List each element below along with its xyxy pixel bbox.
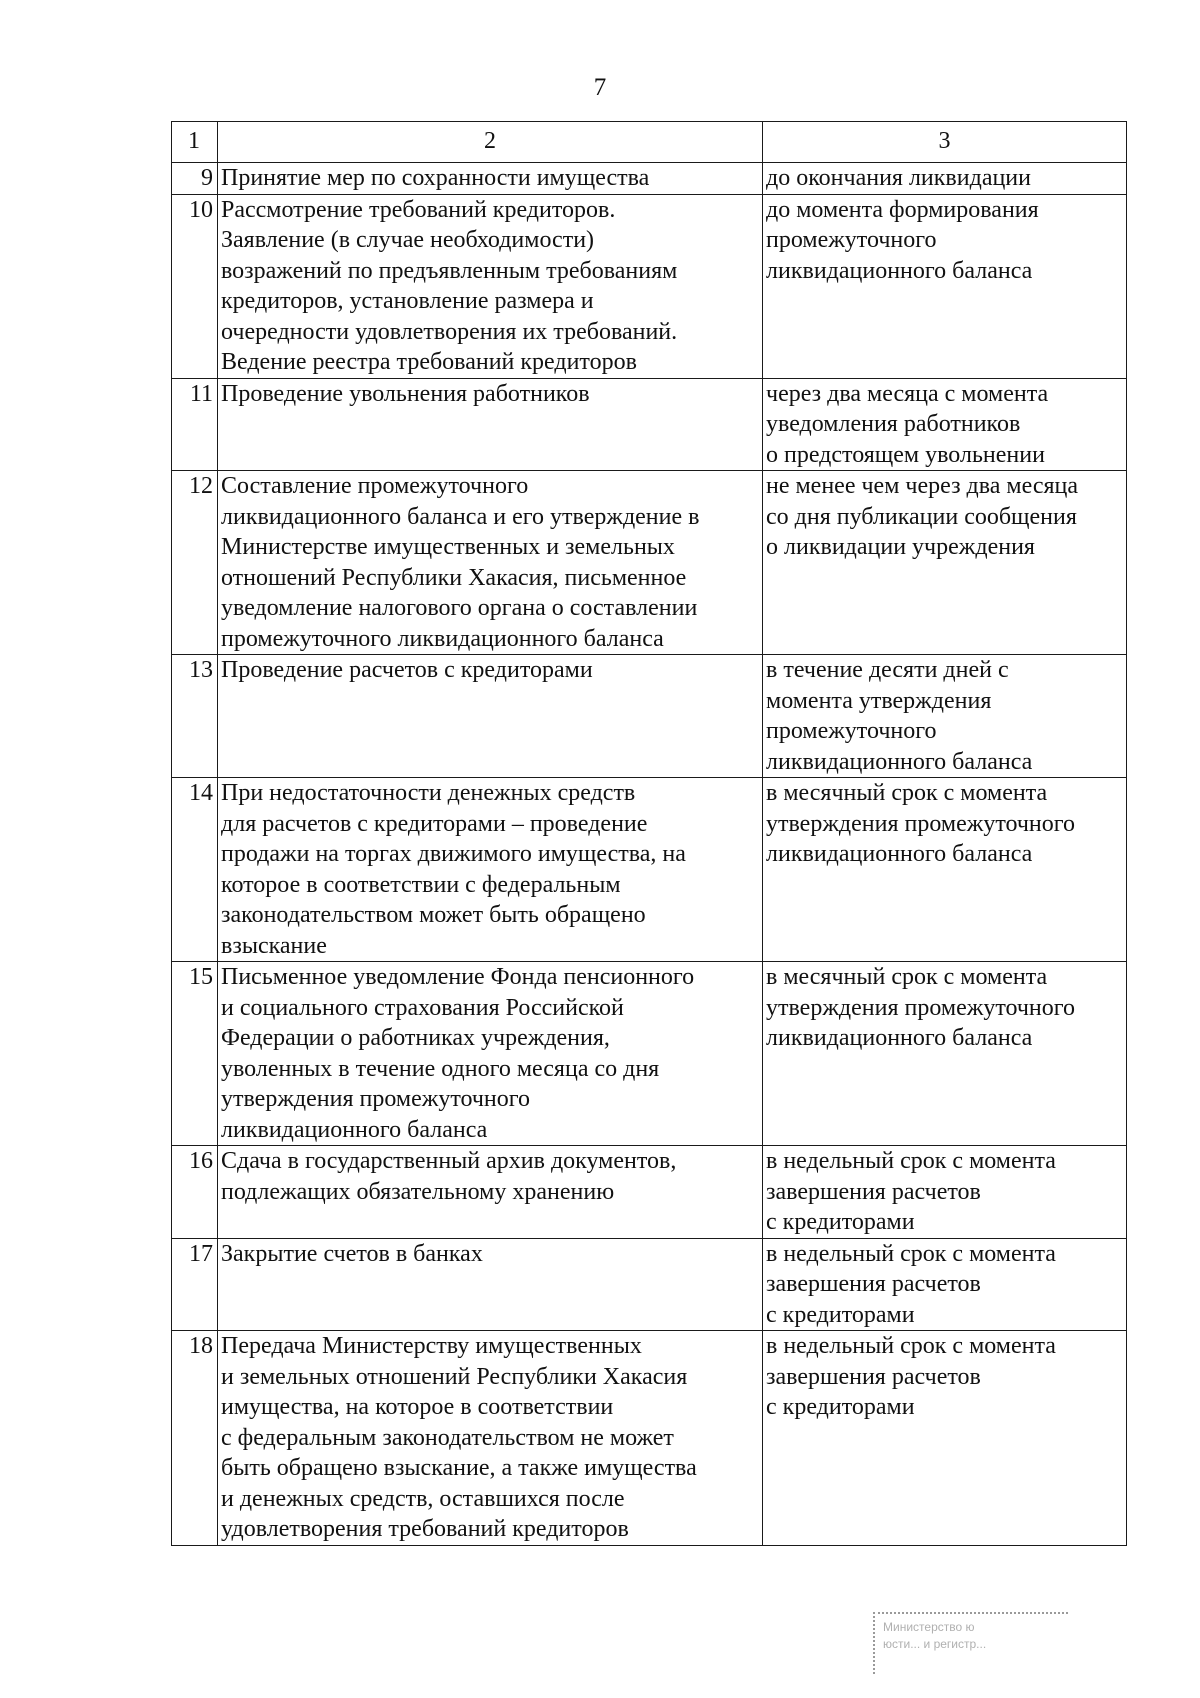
row-action: Закрытие счетов в банках xyxy=(218,1238,763,1331)
row-action: Принятие мер по сохранности имущества xyxy=(218,163,763,195)
row-action: Письменное уведомление Фонда пенсионного и социального страхования Российской Федерации о работниках учреждения, уволенных в течение одного месяца со дня утверждения промежуточного ликвидационного баланса xyxy=(218,962,763,1146)
table-row xyxy=(172,655,1127,778)
row-number: 15 xyxy=(172,962,218,1146)
row-number: 9 xyxy=(172,163,218,195)
row-action: Сдача в государственный архив документов, подлежащих обязательному хранению xyxy=(218,1146,763,1239)
row-number: 14 xyxy=(172,778,218,962)
row-action: Проведение расчетов с кредиторами xyxy=(218,655,763,778)
page-number: 7 xyxy=(593,74,607,101)
row-action: Составление промежуточного ликвидационного баланса и его утверждение в Министерстве имущественных и земельных отношений Республики Хакасия, письменное уведомление налогового органа о составлении промежуточного ликвидационного баланса xyxy=(218,471,763,655)
table-row xyxy=(172,1146,1127,1239)
header-col-2: 2 xyxy=(218,122,763,163)
table-row xyxy=(172,778,1127,962)
header-col-1: 1 xyxy=(172,122,218,163)
row-term: в месячный срок с момента утверждения промежуточного ликвидационного баланса xyxy=(763,962,1127,1146)
row-action: Передача Министерству имущественных и земельных отношений Республики Хакасия имущества, на которое в соответствии с федеральным законодательством не может быть обращено взыскание, а также имущества и денежных средств, оставшихся после удовлетворения требований кредиторов xyxy=(218,1331,763,1546)
row-number: 17 xyxy=(172,1238,218,1331)
registration-stamp xyxy=(873,1612,1068,1674)
table-row xyxy=(172,471,1127,655)
table-header-row xyxy=(172,122,1127,163)
row-term: в месячный срок с момента утверждения промежуточного ликвидационного баланса xyxy=(763,778,1127,962)
liquidation-plan-table xyxy=(171,121,1127,1546)
row-term: в недельный срок с момента завершения расчетов с кредиторами xyxy=(763,1146,1127,1239)
row-action: Проведение увольнения работников xyxy=(218,378,763,471)
row-number: 18 xyxy=(172,1331,218,1546)
table-row xyxy=(172,962,1127,1146)
row-number: 11 xyxy=(172,378,218,471)
table-row xyxy=(172,163,1127,195)
row-term: в недельный срок с момента завершения расчетов с кредиторами xyxy=(763,1238,1127,1331)
table-row xyxy=(172,378,1127,471)
row-action: Рассмотрение требований кредиторов. Заявление (в случае необходимости) возражений по предъявленным требованиям кредиторов, установление размера и очередности удовлетворения их требований. Ведение реестра требований кредиторов xyxy=(218,194,763,378)
row-term: в течение десяти дней с момента утверждения промежуточного ликвидационного баланса xyxy=(763,655,1127,778)
row-term: в недельный срок с момента завершения расчетов с кредиторами xyxy=(763,1331,1127,1546)
row-term: до момента формирования промежуточного ликвидационного баланса xyxy=(763,194,1127,378)
row-action: При недостаточности денежных средств для расчетов с кредиторами – проведение продажи на торгах движимого имущества, на которое в соответствии с федеральным законодательством может быть обращено взыскание xyxy=(218,778,763,962)
table-row xyxy=(172,1331,1127,1546)
stamp-line-2: юсти... и регистр... xyxy=(883,1637,987,1651)
header-col-3: 3 xyxy=(763,122,1127,163)
row-number: 13 xyxy=(172,655,218,778)
row-number: 16 xyxy=(172,1146,218,1239)
row-number: 12 xyxy=(172,471,218,655)
table-body xyxy=(172,122,1127,1546)
stamp-line-1: Министерство ю xyxy=(883,1620,975,1634)
row-term: не менее чем через два месяца со дня публикации сообщения о ликвидации учреждения xyxy=(763,471,1127,655)
table-row xyxy=(172,194,1127,378)
row-term: через два месяца с момента уведомления работников о предстоящем увольнении xyxy=(763,378,1127,471)
row-number: 10 xyxy=(172,194,218,378)
row-term: до окончания ликвидации xyxy=(763,163,1127,195)
table-row xyxy=(172,1238,1127,1331)
